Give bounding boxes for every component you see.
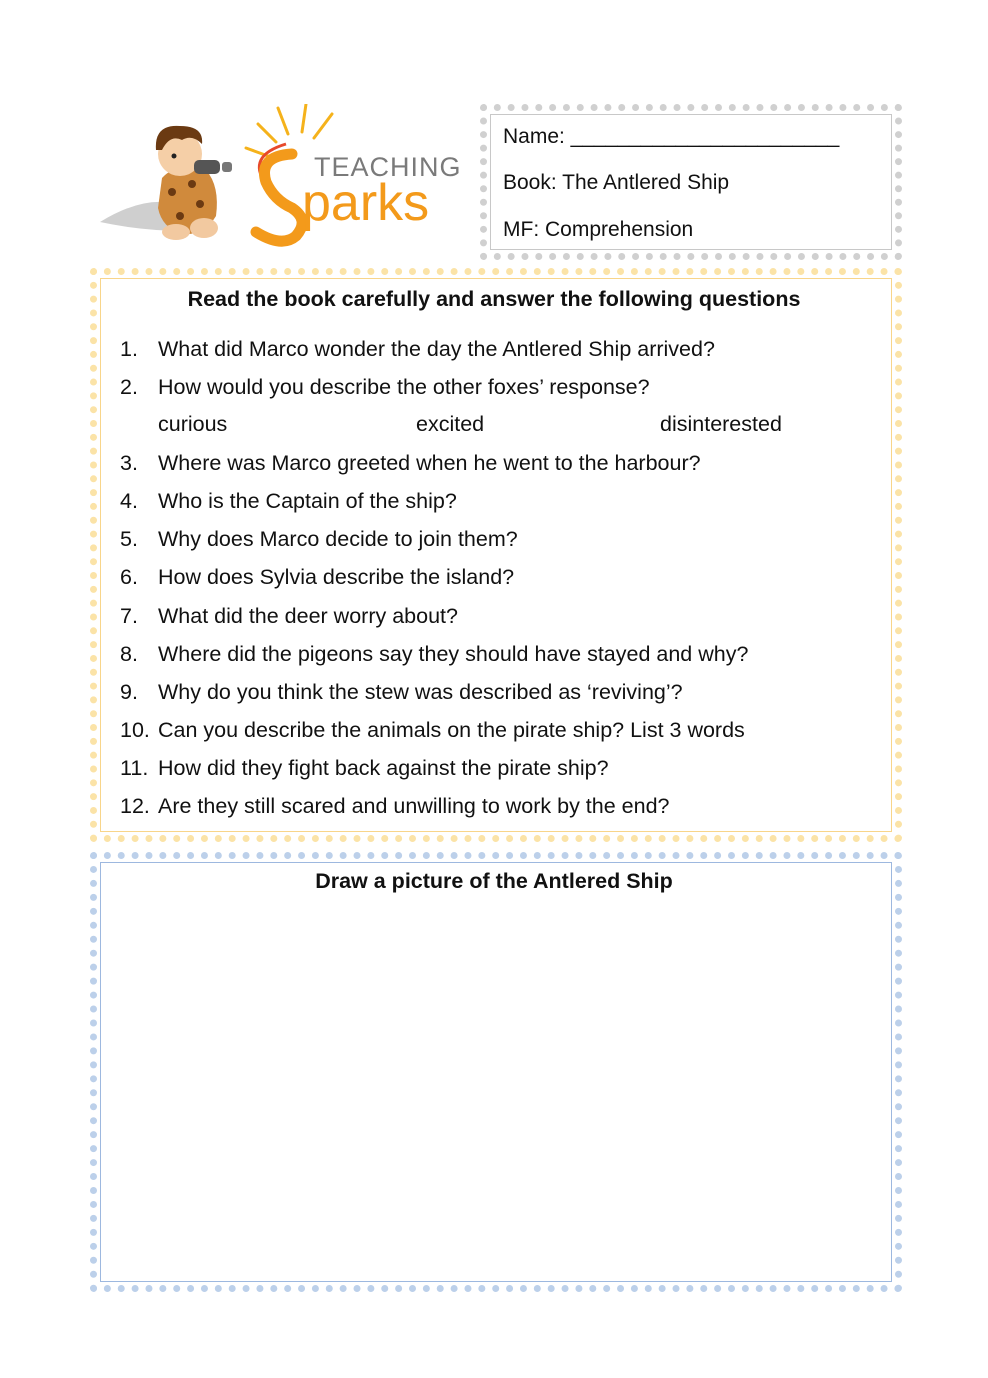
choice-disinterested: disinterested bbox=[660, 412, 782, 436]
student-info-box bbox=[480, 104, 902, 260]
question-item: 12. Are they still scared and unwilling to work by the end? bbox=[120, 794, 670, 818]
question-item: 9. Why do you think the stew was described as ‘reviving’? bbox=[120, 680, 683, 704]
teaching-sparks-logo bbox=[96, 104, 468, 250]
name-field-label[interactable]: Name: _______________________ bbox=[503, 125, 840, 148]
caveman-logo-icon bbox=[96, 104, 468, 250]
question-item: 7. What did the deer worry about? bbox=[120, 604, 458, 628]
drawing-title: Draw a picture of the Antlered Ship bbox=[315, 869, 673, 893]
question-item: 1. What did Marco wonder the day the Antlered Ship arrived? bbox=[120, 337, 715, 361]
question-item: 10. Can you describe the animals on the pirate ship? List 3 words bbox=[120, 718, 745, 742]
choice-curious: curious bbox=[158, 412, 228, 436]
question-item: 11. How did they fight back against the pirate ship? bbox=[120, 756, 609, 780]
question-item: 6. How does Sylvia describe the island? bbox=[120, 565, 515, 589]
question-item: 3. Where was Marco greeted when he went to the harbour? bbox=[120, 451, 701, 475]
logo-text-top: TEACHING bbox=[314, 152, 462, 182]
logo-text-bottom: parks bbox=[302, 174, 430, 232]
question-item: 4. Who is the Captain of the ship? bbox=[120, 489, 457, 513]
question-item: 2. How would you describe the other foxes’ response? bbox=[120, 375, 650, 399]
mf-label: MF: Comprehension bbox=[503, 218, 694, 241]
book-label: Book: The Antlered Ship bbox=[503, 171, 730, 194]
question-item: 5. Why does Marco decide to join them? bbox=[120, 527, 518, 551]
drawing-inner bbox=[100, 862, 892, 1282]
question-item: 8. Where did the pigeons say they should have stayed and why? bbox=[120, 642, 749, 666]
choice-excited: excited bbox=[416, 412, 485, 436]
drawing-box[interactable] bbox=[90, 852, 902, 1292]
questions-title: Read the book carefully and answer the following questions bbox=[187, 287, 801, 311]
